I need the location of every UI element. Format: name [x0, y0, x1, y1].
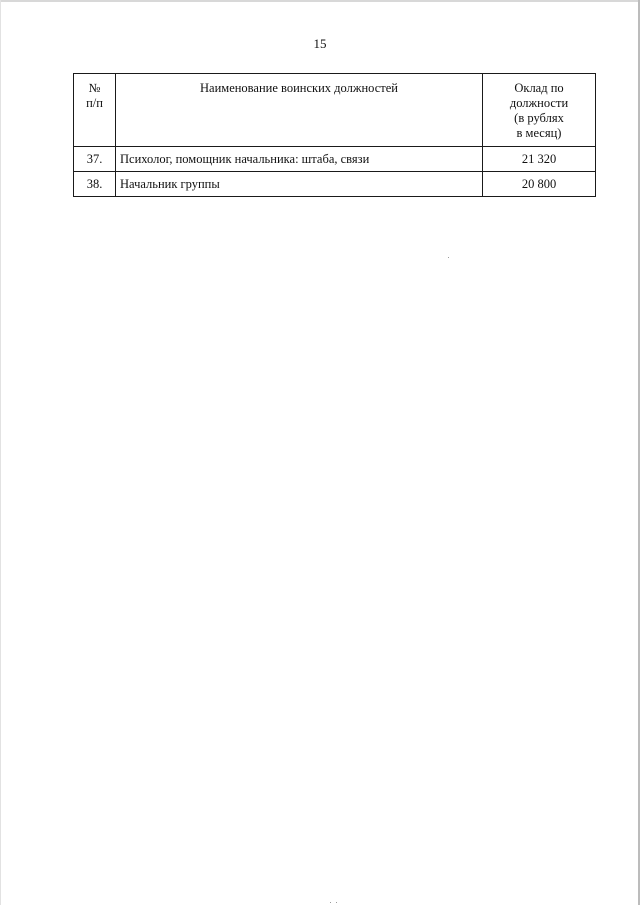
header-salary-line-3: (в рублях: [514, 111, 564, 125]
page-top-edge: [0, 0, 640, 2]
table-row: [74, 147, 596, 172]
header-number-line-2: п/п: [86, 96, 103, 110]
row-number: 38.: [74, 172, 116, 197]
header-salary-line-4: в месяц): [516, 126, 562, 140]
row-position-name: Начальник группы: [116, 172, 483, 197]
page-number: 15: [313, 36, 327, 51]
header-salary-line-1: Оклад по: [514, 81, 564, 95]
header-position-name: Наименование воинских должностей: [116, 74, 483, 147]
table-header-row: [74, 74, 596, 147]
row-salary: 21 320: [483, 147, 596, 172]
positions-salary-table: [73, 73, 596, 197]
scan-speck: [448, 257, 449, 258]
scan-speck: [330, 902, 331, 903]
header-number: [74, 74, 116, 147]
row-number: 37.: [74, 147, 116, 172]
header-number-line-1: №: [88, 81, 101, 95]
scan-speck: [336, 902, 337, 903]
page-left-edge: [0, 0, 1, 905]
header-salary: [483, 74, 596, 147]
table-row: [74, 172, 596, 197]
header-salary-line-2: должности: [509, 96, 569, 110]
row-salary: 20 800: [483, 172, 596, 197]
row-position-name: Психолог, помощник начальника: штаба, связи: [116, 147, 483, 172]
